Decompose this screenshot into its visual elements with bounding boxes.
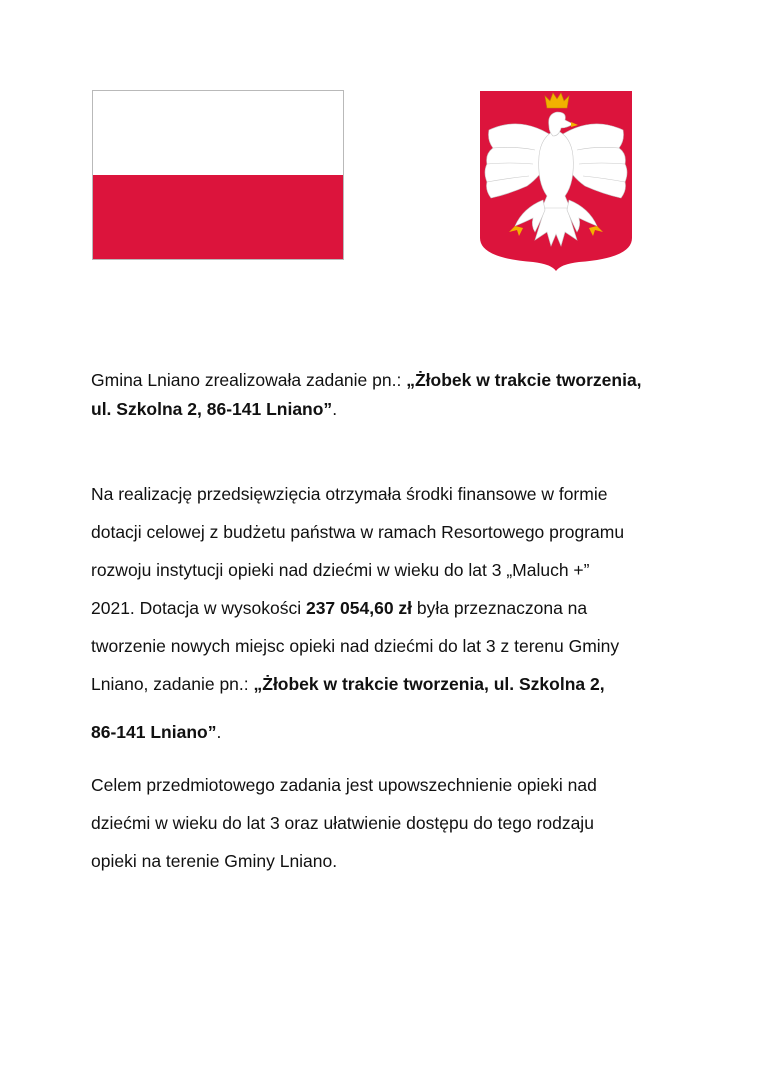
goal-line-3: opieki na terenie Gminy Lniano. xyxy=(91,851,338,871)
polish-flag xyxy=(92,90,344,260)
paragraph-goal xyxy=(91,766,691,880)
task-name-line2: ul. Szkolna 2, 86-141 Lniano” xyxy=(91,399,333,419)
funding-line-4-start: 2021. Dotacja w wysokości xyxy=(91,598,306,618)
funding-line-2: dotacji celowej z budżetu państwa w ramach Resortowego programu xyxy=(91,522,625,542)
task-name-line1: „Żłobek w trakcie tworzenia, xyxy=(406,370,642,390)
funding-line-4-end: była przeznaczona na xyxy=(412,598,588,618)
polish-coat-of-arms xyxy=(479,90,633,272)
flag-red-stripe xyxy=(93,175,343,259)
address-end: . xyxy=(216,722,222,742)
goal-line-2: dziećmi w wieku do lat 3 oraz ułatwienie dostępu do tego rodzaju xyxy=(91,813,594,833)
goal-line-1: Celem przedmiotowego zadania jest upowszechnienie opieki nad xyxy=(91,775,597,795)
intro-text: Gmina Lniano zrealizowała zadanie pn.: xyxy=(91,370,407,390)
paragraph-address xyxy=(91,714,691,750)
funding-line-1: Na realizację przedsięwzięcia otrzymała środki finansowe w formie xyxy=(91,484,608,504)
grant-amount: 237 054,60 zł xyxy=(305,598,413,618)
address-bold: 86-141 Lniano” xyxy=(91,722,217,742)
paragraph-intro xyxy=(91,366,691,424)
intro-end: . xyxy=(332,399,338,419)
paragraph-funding xyxy=(91,475,691,703)
funding-task-name: „Żłobek w trakcie tworzenia, ul. Szkolna 2, xyxy=(253,674,605,694)
funding-line-3: rozwoju instytucji opieki nad dziećmi w wieku do lat 3 „Maluch +” xyxy=(91,560,590,580)
flag-white-stripe xyxy=(93,91,343,175)
funding-line-6-start: Lniano, zadanie pn.: xyxy=(91,674,254,694)
funding-line-5: tworzenie nowych miejsc opieki nad dziećmi do lat 3 z terenu Gminy xyxy=(91,636,620,656)
